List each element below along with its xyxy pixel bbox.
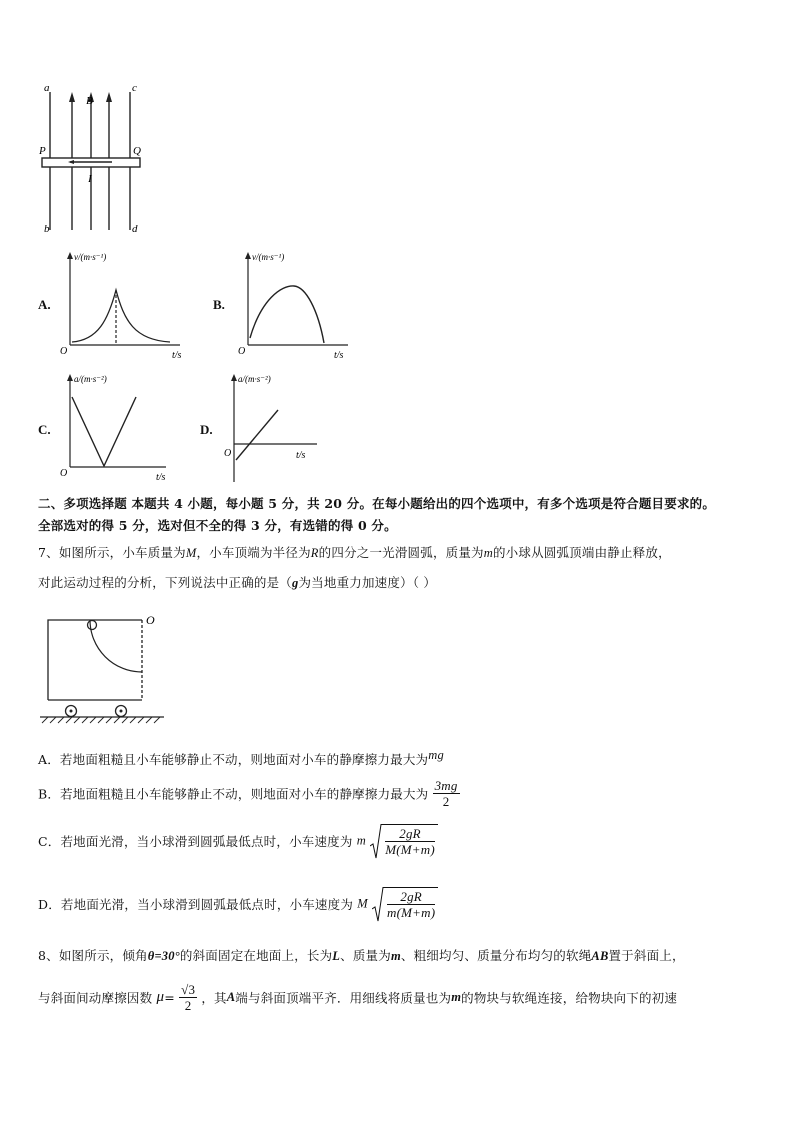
option-a-origin: O [60,346,68,357]
option-c-letter: C. [38,422,51,437]
label-P: P [39,145,46,157]
option-c-origin: O [60,468,68,479]
label-b: b [44,223,50,235]
option-d-letter: D. [200,422,213,437]
label-a: a [44,82,50,94]
q7-line1: 7、如图所示，小车质量为M，小车顶端为半径为R的四分之一光滑圆弧，质量为m的小球从圆弧顶端由静止释放， [38,545,671,560]
label-B: B [86,95,93,107]
option-d-graph [222,372,332,487]
option-a-ylabel: v/(m·s⁻¹) [74,252,107,262]
q7-option-c: C．若地面光滑，当小球滑到圆弧最低点时，小车速度为 m $\frac{2gR}{M(M+m)}$ [38,824,438,858]
q8-line1: 8、如图所示，倾角θ=30°的斜面固定在地面上，长为L、质量为m、粗细均匀、质量分布均匀的软绳AB置于斜面上， [38,948,685,963]
rails-figure [36,80,156,240]
section2-line2: 全部选对的得 5 分，选对但不全的得 3 分，有选错的得 0 分。 [38,518,397,533]
q8-line2: 与斜面间动摩擦因数 μ= $\frac{√3}{2}$ ，其A端与斜面顶端平齐．用细线将质量也为m的物块与软绳连接，给物块向下的初速 [38,982,678,1013]
option-a-graph [58,250,198,365]
option-a-xlabel: t/s [172,350,182,361]
label-I: I [88,173,92,185]
cart-figure [36,610,186,725]
option-b-ylabel: v/(m·s⁻¹) [252,252,285,262]
option-b-letter: B. [213,297,225,312]
option-b-origin: O [238,346,246,357]
option-d-origin: O [224,448,232,459]
q7-line2: 对此运动过程的分析，下列说法中正确的是（g为当地重力加速度）（ ） [38,575,437,590]
label-Q: Q [133,145,141,157]
section2-line1: 二、多项选择题 本题共 4 小题，每小题 5 分，共 20 分。在每小题给出的四个选项中，有多个选项是符合题目要求的。 [38,496,716,511]
option-d-xlabel: t/s [296,450,306,461]
option-b-xlabel: t/s [334,350,344,361]
option-c-graph [58,372,178,487]
option-d-ylabel: a/(m·s⁻²) [238,374,271,384]
q7-option-b: B．若地面粗糙且小车能够静止不动，则地面对小车的静摩擦力最大为 $\frac{3mg}{2}$ [38,778,458,809]
cart-label-o: O [146,613,155,627]
option-b-graph [236,250,366,365]
q7-option-a: A．若地面粗糙且小车能够静止不动，则地面对小车的静摩擦力最大为mg [38,748,444,767]
option-c-xlabel: t/s [156,472,166,483]
label-c: c [132,82,137,94]
q7-option-d: D．若地面光滑，当小球滑到圆弧最低点时，小车速度为 M $\frac{2gR}{m(M+m)}$ [38,887,438,921]
option-a-letter: A. [38,297,51,312]
label-d: d [132,223,138,235]
option-c-ylabel: a/(m·s⁻²) [74,374,107,384]
